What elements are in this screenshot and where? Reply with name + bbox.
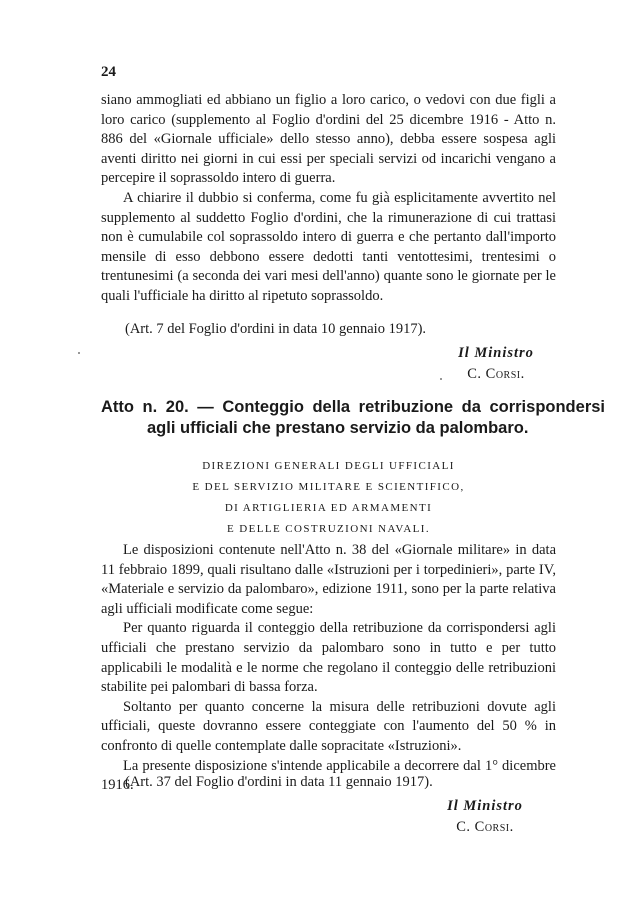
act-text [101,541,556,796]
continuation-citation: (Art. 7 del Foglio d'ordini in data 10 gennaio 1917). [125,321,427,337]
act-paragraph-1: Le disposizioni contenute nell'Atto n. 38 del «Giornale militare» in data 11 febbraio 1899, quali risultano dalle «Istruzioni per i torpedinieri», parte IV, «Materiale e servizio da palombaro», edizione 1911, sono per la parte relativa agli ufficiali modificate come segue: [101,542,556,617]
act-citation: (Art. 37 del Foglio d'ordini in data 11 gennaio 1917). [125,774,433,790]
page-number: 24 [101,64,116,80]
direction-line-2: E DEL SERVIZIO MILITARE E SCIENTIFICO, [192,481,465,493]
scan-speck [78,352,80,354]
act-directions [101,456,556,540]
act-signature [425,796,545,838]
direction-line-1: DIREZIONI GENERALI DEGLI UFFICIALI [202,460,455,472]
continuation-text [101,91,556,307]
act-heading: Atto n. 20. — Conteggio della retribuzione da corrispondersi agli ufficiali che prestano servizio da palombaro. [101,398,605,437]
continuation-paragraph-1: siano ammogliati ed abbiano un figlio a loro carico, o vedovi con due figli a loro carico (supplemento al Foglio d'ordini del 25 dicembre 1916 - Atto n. 886 del «Giornale ufficiale» dello stesso anno), debba essere sospesa agli aventi diritto nei giorni in cui essi per speciali servizi od incarichi vengano a percepire il soprassoldo intero di guerra. [101,92,556,187]
act-paragraph-3: Soltanto per quanto concerne la misura delle retribuzioni dovute agli ufficiali, queste dovranno essere conteggiate con l'aumento del 50 % in confronto di quelle contemplate dalle sopracitate «Istruzioni». [101,698,556,754]
direction-line-3: DI ARTIGLIERIA ED ARMAMENTI [224,502,433,514]
signature-name: C. Corsi. [467,366,525,382]
direction-line-4: E DELLE COSTRUZIONI NAVALI. [227,523,430,535]
signature-role: Il Ministro [458,345,534,361]
continuation-signature [436,343,556,385]
continuation-paragraph-2: A chiarire il dubbio si conferma, come fu già esplicitamente avvertito nel supplemento al suddetto Foglio d'ordini, che la rimunerazione di cui trattasi non è cumulabile col soprassoldo intero di guerra e che pertanto dall'importo mensile di esso debbono essere dedotti tanti ventottesimi, trentesimi o trentunesimi (a seconda dei vari mesi dell'anno) quante sono le giornate per le quali l'ufficiale ha diritto al ripetuto soprassoldo. [101,189,556,304]
act-paragraph-2: Per quanto riguarda il conteggio della retribuzione da corrispondersi agli ufficiali che prestano servizio da palombaro sono in tutto e per tutto applicabili le modalità e le norme che regolano il conteggio delle retribuzioni stabilite pei palombari di bassa forza. [101,620,556,696]
scan-speck [440,378,442,380]
act-paragraph-4: La presente disposizione s'intende applicabile a decorrere dal 1° dicembre 1916. [101,757,556,794]
signature-name: C. Corsi. [456,819,514,835]
signature-role: Il Ministro [447,798,523,814]
